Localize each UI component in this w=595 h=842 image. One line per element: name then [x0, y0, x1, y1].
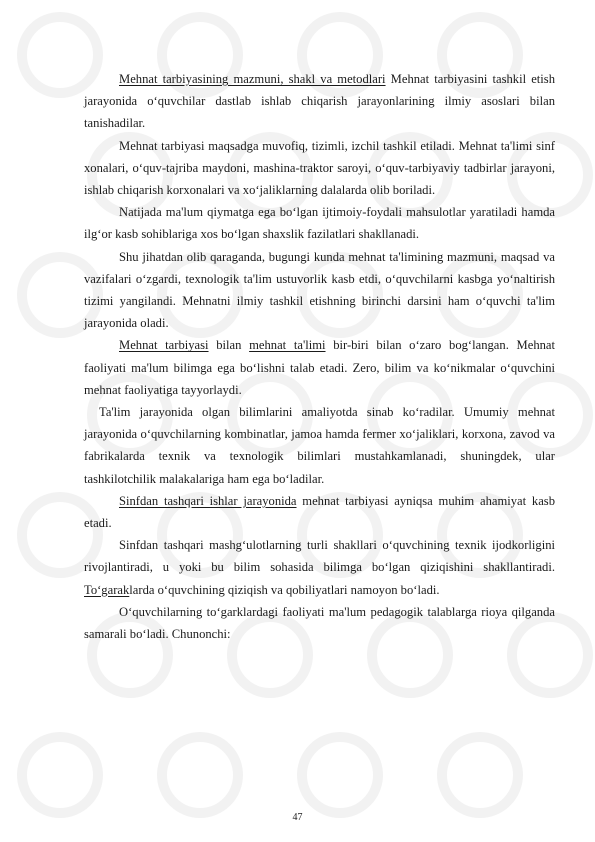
paragraph-text: bilan — [208, 338, 250, 353]
paragraph-8 — [84, 534, 555, 601]
link-sinfdan-tashqari-ishlar[interactable]: Sinfdan tashqari ishlar jarayonida — [119, 493, 297, 508]
paragraph-text: larda o‘quvchining qiziqish va qobiliyatlari namoyon bo‘ladi. — [129, 582, 440, 597]
link-mehnat-tarbiyasining-mazmuni[interactable]: Mehnat tarbiyasining mazmuni, shakl va metodlari — [119, 72, 386, 86]
paragraph-text: Shu jihatdan olib qaraganda, bugungi kunda mehnat ta'limining mazmuni, maqsad va vazifalari o‘zgardi, texnologik ta'lim ustuvorlik kasb etdi, o‘quvchilarni kasbga yo‘naltirish tizimi yangilandi. Mehnatni ilmiy tashkil etishning birinchi darsini ham o‘quvchi ta'lim jarayonida oladi. — [84, 249, 555, 331]
paragraph-text: Sinfdan tashqari mashg‘ulotlarning turli shakllari o‘quvchining texnik ijodkorligini rivojlantiradi, u yoki bu bilim sohasida bilimga bo‘lgan qiziqishini shakllantiradi. — [84, 538, 555, 575]
paragraph-9 — [84, 601, 555, 645]
paragraph-4 — [84, 246, 555, 335]
paragraph-text: bir-biri bilan o‘zaro bog‘langan. Mehnat faoliyati ma'lum bilimga ega bo‘lishni talab etadi. Zero, bilim va ko‘nikmalar o‘quvchini mehnat faoliyatiga tayyorlaydi. — [84, 338, 555, 397]
paragraph-text: Natijada ma'lum qiymatga ega bo‘lgan ijtimoiy-foydali mahsulotlar yaratiladi hamda ilg‘or kasb sohiblariga xos bo‘lgan shaxslik fazilatlari shakllanadi. — [84, 205, 555, 242]
paragraph-text: mehnat tarbiyasi ayniqsa muhim ahamiyat kasb etadi. — [84, 493, 556, 531]
paragraph-7 — [84, 490, 555, 534]
link-mehnat-talimi[interactable]: mehnat ta'limi — [249, 338, 326, 353]
paragraph-text: Ta'lim jarayonida olgan bilimlarini amaliyotda sinab ko‘radilar. Umumiy mehnat jarayonida o‘quvchilarning kombinatlar, jamoa hamda fermer xo‘jaliklari, korxona, zavod va fabrikalarda texnik va texnologik bilimlari mustahkamlanadi, shuningdek, ular tashkilotchilik malakalariga ham ega bo‘ladilar. — [84, 405, 555, 486]
paragraph-3 — [84, 201, 555, 245]
paragraph-2 — [84, 135, 555, 202]
paragraph-6 — [84, 401, 555, 490]
paragraph-text: Mehnat tarbiyasini tashkil etish jarayonida o‘quvchilar dastlab ishlab chiqarish jarayonlarining ilmiy asoslari bilan tanishadilar. — [84, 72, 555, 131]
page-number: 47 — [292, 812, 303, 823]
link-togarak[interactable]: To‘garak — [84, 582, 130, 597]
paragraph-1 — [84, 68, 555, 135]
paragraph-text: O‘quvchilarning to‘garklardagi faoliyati ma'lum pedagogik talablarga rioya qilganda samarali bo‘ladi. Chunonchi: — [84, 604, 555, 642]
paragraph-5 — [84, 334, 555, 401]
paragraph-text: Mehnat tarbiyasi maqsadga muvofiq, tizimli, izchil tashkil etiladi. Mehnat ta'limi sinf xonalari, o‘quv-tajriba maydoni, mashina-traktor saroyi, o‘quv-tarbiyaviy tadbirlar jarayoni, ishlab chiqarish korxonalari va xo‘jaliklarning dalalarda olib boriladi. — [84, 138, 555, 198]
link-mehnat-tarbiyasi[interactable]: Mehnat tarbiyasi — [119, 338, 209, 353]
document-body — [84, 68, 555, 645]
